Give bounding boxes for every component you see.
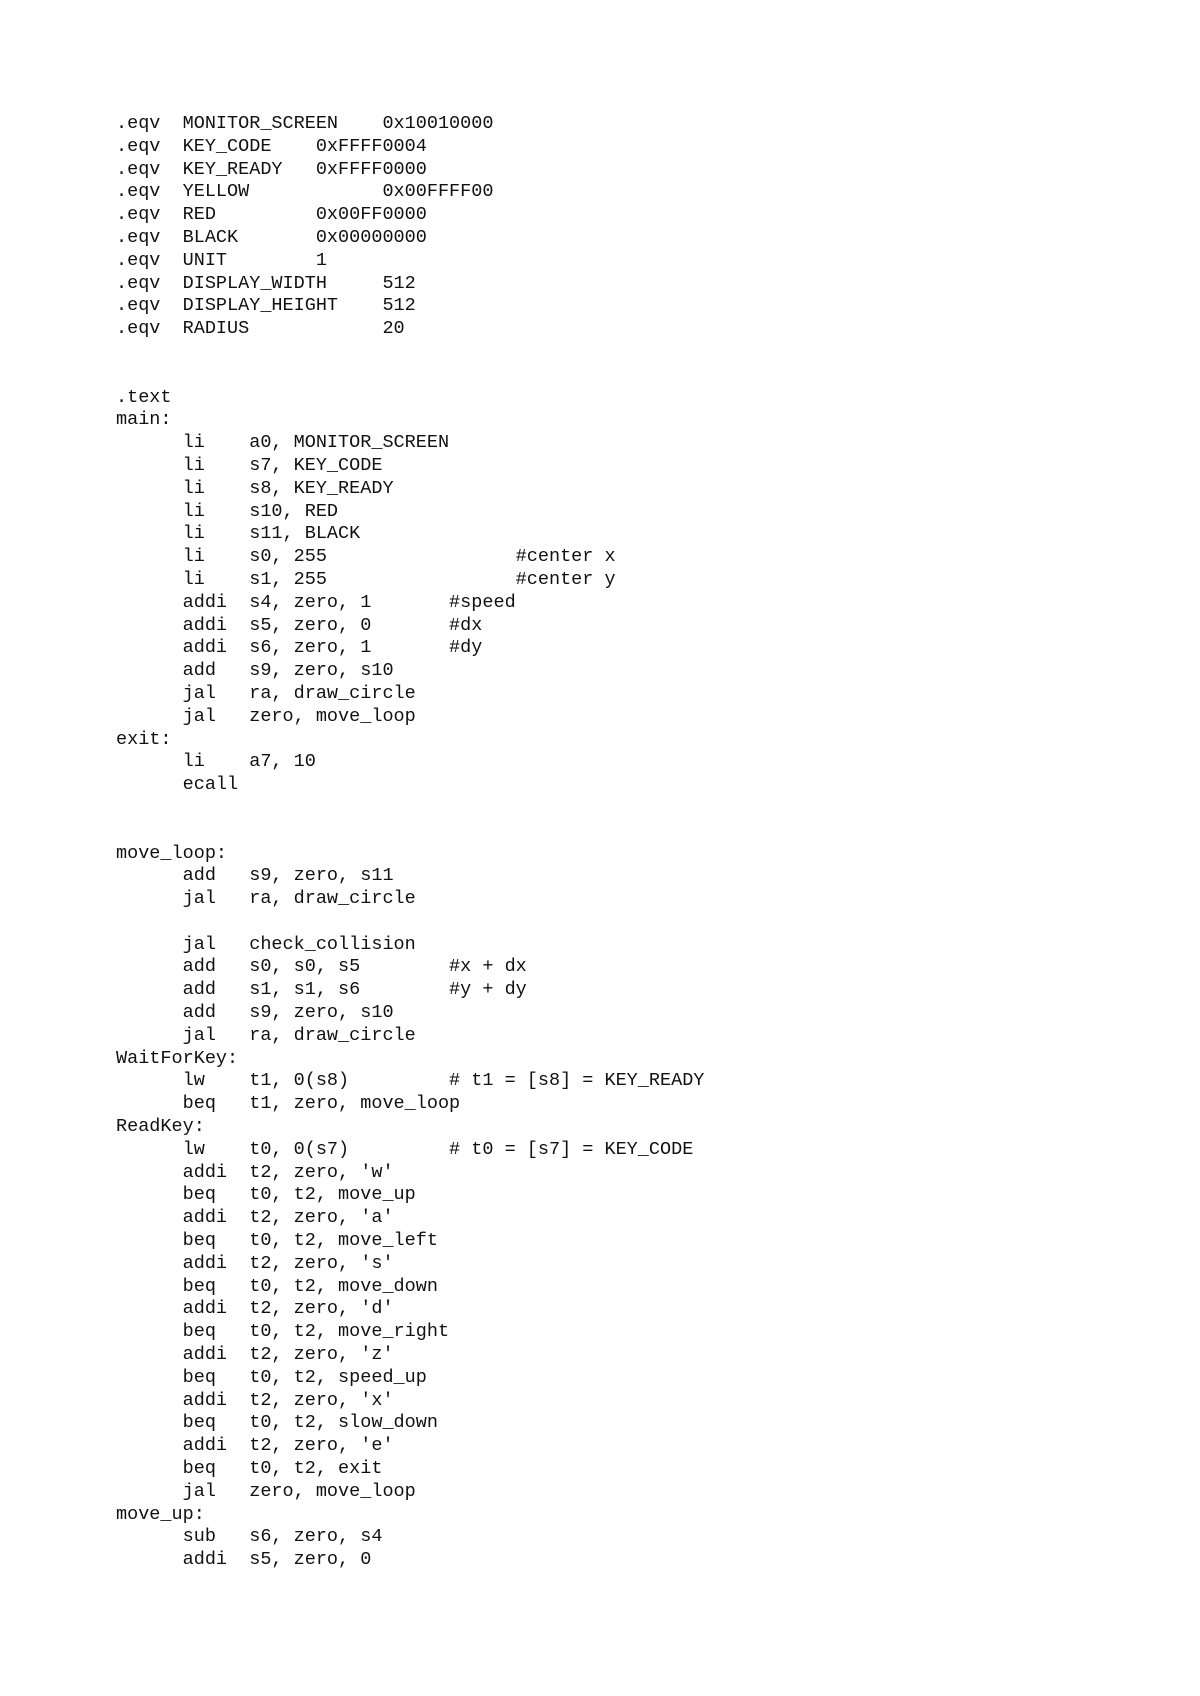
code-line: WaitForKey: (116, 1047, 239, 1069)
code-line: lw t0, 0(s7) # t0 = [s7] = KEY_CODE (116, 1138, 694, 1160)
code-line: jal zero, move_loop (116, 1480, 416, 1502)
code-line: .eqv DISPLAY_HEIGHT 512 (116, 295, 416, 317)
code-line: .eqv KEY_CODE 0xFFFF0004 (116, 135, 427, 157)
code-line: beq t0, t2, move_down (116, 1275, 438, 1297)
code-line: add s9, zero, s11 (116, 865, 394, 887)
code-line: beq t0, t2, move_up (116, 1184, 416, 1206)
code-line: addi t2, zero, 'x' (116, 1389, 394, 1411)
code-line: .eqv BLACK 0x00000000 (116, 226, 427, 248)
code-line: .eqv DISPLAY_WIDTH 512 (116, 272, 416, 294)
code-line: add s9, zero, s10 (116, 1002, 394, 1024)
code-line: ReadKey: (116, 1116, 205, 1138)
code-line: jal ra, draw_circle (116, 682, 416, 704)
code-line: addi s6, zero, 1 #dy (116, 637, 483, 659)
code-line (116, 911, 704, 934)
code-line: jal ra, draw_circle (116, 1024, 416, 1046)
code-line: beq t0, t2, slow_down (116, 1412, 438, 1434)
code-line (116, 797, 704, 820)
code-line: ecall (116, 774, 239, 796)
code-line: addi t2, zero, 'e' (116, 1435, 394, 1457)
code-listing (116, 113, 704, 1572)
code-line: li s0, 255 #center x (116, 546, 616, 568)
code-line: addi s5, zero, 0 #dx (116, 614, 483, 636)
code-line: addi t2, zero, 'a' (116, 1207, 394, 1229)
code-line: jal ra, draw_circle (116, 888, 416, 910)
code-line (116, 820, 704, 843)
code-line: main: (116, 409, 172, 431)
code-line: addi t2, zero, 'w' (116, 1161, 394, 1183)
code-line: jal zero, move_loop (116, 705, 416, 727)
code-line: .text (116, 386, 172, 408)
code-line: beq t0, t2, exit (116, 1458, 383, 1480)
code-line: beq t0, t2, move_left (116, 1230, 438, 1252)
code-line: beq t0, t2, move_right (116, 1321, 450, 1343)
code-line: add s9, zero, s10 (116, 660, 394, 682)
code-line: add s1, s1, s6 #y + dy (116, 979, 527, 1001)
code-line: .eqv KEY_READY 0xFFFF0000 (116, 158, 427, 180)
code-line: li s11, BLACK (116, 523, 361, 545)
code-line: .eqv MONITOR_SCREEN 0x10010000 (116, 113, 494, 134)
code-line: .eqv YELLOW 0x00FFFF00 (116, 181, 494, 203)
code-line: beq t0, t2, speed_up (116, 1366, 427, 1388)
code-line: .eqv RADIUS 20 (116, 318, 405, 340)
code-line: li s1, 255 #center y (116, 568, 616, 590)
code-line: move_loop: (116, 842, 228, 864)
code-line: li s7, KEY_CODE (116, 454, 383, 476)
code-line: li s8, KEY_READY (116, 477, 394, 499)
code-line: addi t2, zero, 'z' (116, 1344, 394, 1366)
code-line: sub s6, zero, s4 (116, 1526, 383, 1548)
code-line (116, 364, 704, 387)
code-line: beq t1, zero, move_loop (116, 1093, 461, 1115)
code-line: addi s4, zero, 1 #speed (116, 591, 516, 613)
code-line: addi s5, zero, 0 (116, 1549, 372, 1571)
code-line: addi t2, zero, 'd' (116, 1298, 394, 1320)
code-line: li a0, MONITOR_SCREEN (116, 432, 450, 454)
code-line: jal check_collision (116, 933, 416, 955)
code-line: exit: (116, 728, 172, 750)
code-line: move_up: (116, 1503, 205, 1525)
code-line: .eqv RED 0x00FF0000 (116, 204, 427, 226)
code-line: li s10, RED (116, 500, 339, 522)
code-line: addi t2, zero, 's' (116, 1252, 394, 1274)
code-line: li a7, 10 (116, 751, 316, 773)
code-line: add s0, s0, s5 #x + dx (116, 956, 527, 978)
code-line: lw t1, 0(s8) # t1 = [s8] = KEY_READY (116, 1070, 705, 1092)
code-line (116, 341, 704, 364)
code-line: .eqv UNIT 1 (116, 249, 327, 271)
